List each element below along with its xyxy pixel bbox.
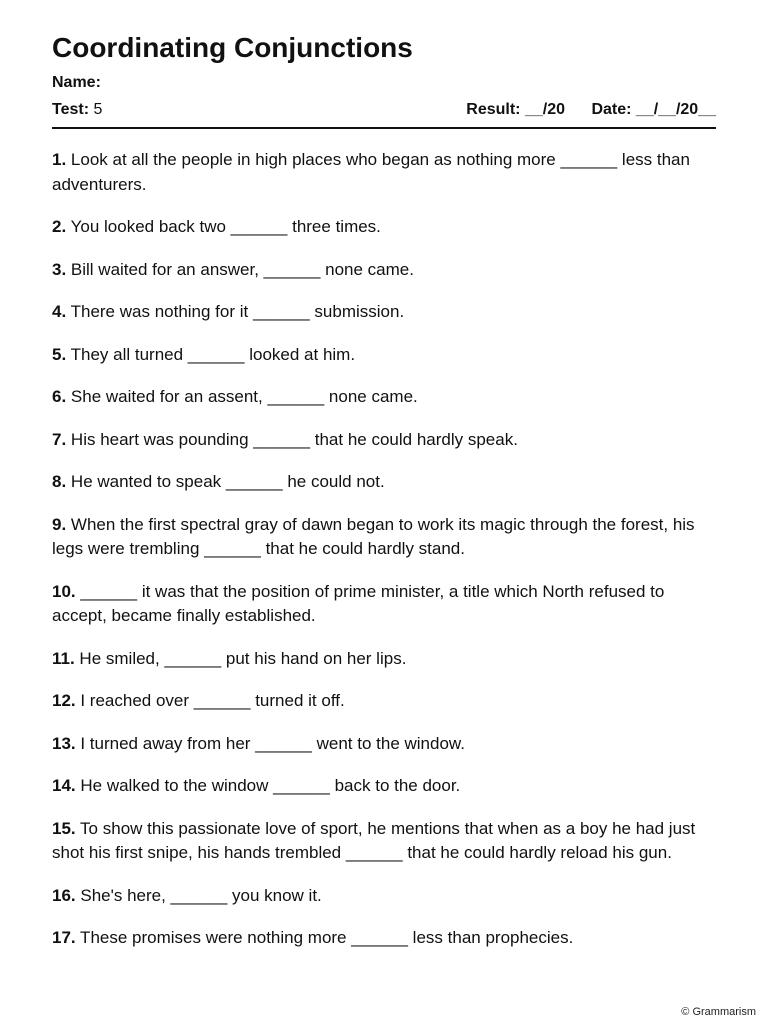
question-number: 5. [52,344,67,364]
question-text: I reached over ______ turned it off. [75,691,345,710]
question-item [52,428,716,453]
question-item [52,215,716,240]
question-text: She waited for an assent, ______ none came. [66,387,418,406]
result-value: __/20 [520,101,565,118]
question-number: 15. [52,818,76,838]
question-item [52,774,716,799]
question-text: ______ it was that the position of prime minister, a title which North refused to accept, became finally established. [52,581,665,625]
test-number [52,101,102,119]
question-list [52,148,716,969]
question-number: 10. [52,581,76,601]
question-text: His heart was pounding ______ that he could hardly speak. [66,429,518,449]
test-info-row [52,101,716,123]
question-text: These promises were nothing more ______ less than prophecies. [75,928,574,947]
question-item [52,647,716,672]
question-number: 13. [52,733,76,753]
question-text: Bill waited for an answer, ______ none came. [66,259,414,279]
question-number: 1. [52,150,67,169]
question-number: 16. [52,885,76,905]
question-text: To show this passionate love of sport, he mentions that when as a boy he had just shot his first snipe, his hands trembled ______ that he could hardly reload his gun. [52,818,696,862]
header-divider [52,127,716,129]
page-title: Coordinating Conjunctions [52,32,413,63]
question-item [52,926,716,951]
question-text: There was nothing for it ______ submission. [66,302,405,321]
result-date [466,101,716,119]
question-item [52,300,716,325]
question-text: They all turned ______ looked at him. [66,344,356,364]
question-number: 14. [52,776,76,795]
question-text: You looked back two ______ three times. [66,217,381,236]
question-text: When the first spectral gray of dawn began to work its magic through the forest, his legs were trembling ______ that he could hardly stand. [52,514,695,558]
question-number: 3. [52,259,67,279]
question-number: 8. [52,472,67,491]
question-item [52,513,716,562]
question-item [52,580,716,629]
question-text: Look at all the people in high places who began as nothing more ______ less than adventurers. [52,150,690,194]
question-item [52,732,716,757]
question-item [52,470,716,495]
question-item [52,148,716,197]
date-value: __/__/20__ [631,101,716,118]
question-item [52,343,716,368]
question-number: 2. [52,217,67,236]
name-label: Name: [52,74,101,91]
question-item [52,258,716,283]
question-text: I turned away from her ______ went to the window. [75,733,465,753]
test-label: Test: [52,101,90,118]
question-text: He walked to the window ______ back to the door. [75,776,461,795]
test-value: 5 [89,101,103,118]
question-number: 12. [52,691,76,710]
result-label: Result: [466,101,521,118]
question-item [52,817,716,866]
question-number: 4. [52,302,67,321]
question-number: 6. [52,387,67,406]
question-item [52,884,716,909]
date-label: Date: [591,101,632,118]
question-number: 17. [52,928,76,947]
question-number: 11. [52,648,75,668]
question-item [52,689,716,714]
question-number: 7. [52,429,67,449]
question-text: She's here, ______ you know it. [75,885,322,905]
question-number: 9. [52,514,67,534]
question-text: He smiled, ______ put his hand on her lips. [74,648,407,668]
question-item [52,385,716,410]
copyright-notice: © Grammarism [681,1006,756,1018]
question-text: He wanted to speak ______ he could not. [66,472,385,491]
